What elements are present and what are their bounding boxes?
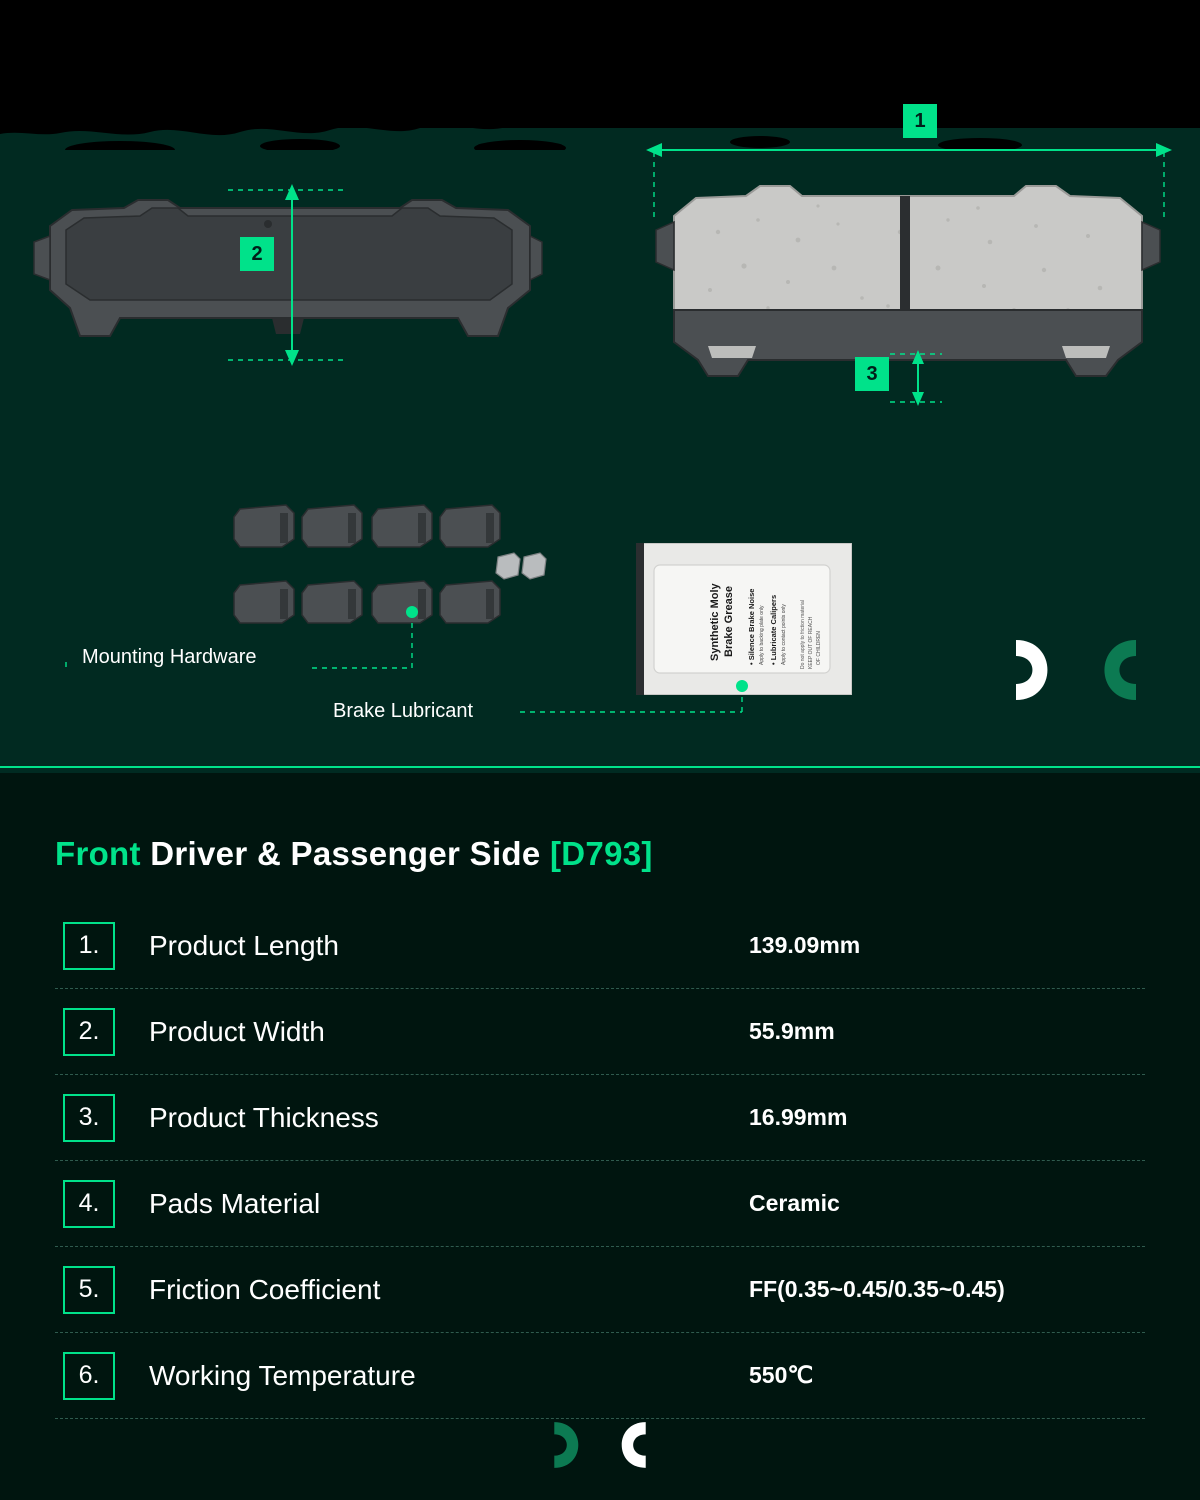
thickness-dimension — [880, 340, 960, 420]
brake-lubricant-leader — [516, 678, 766, 728]
width-dimension — [200, 168, 380, 398]
spec-panel — [0, 773, 1200, 1500]
row-value: FF(0.35~0.45/0.35~0.45) — [749, 1276, 1005, 1302]
accent-divider — [0, 766, 1200, 768]
table-row — [55, 1075, 1145, 1161]
row-value: 550℃ — [749, 1362, 814, 1388]
row-name: Pads Material — [149, 1187, 321, 1219]
svg-text:• Lubricate Calipers: • Lubricate Calipers — [769, 594, 778, 665]
svg-text:Apply to backing plate only: Apply to backing plate only — [759, 605, 765, 665]
row-name: Friction Coefficient — [149, 1273, 381, 1305]
row-name: Product Width — [149, 1015, 325, 1047]
title-main: Driver & Passenger Side — [150, 835, 541, 872]
row-value: 55.9mm — [749, 1018, 835, 1044]
table-row — [55, 1247, 1145, 1333]
mounting-hardware-label: Mounting Hardware — [82, 646, 257, 668]
svg-text:Apply to contact points only: Apply to contact points only — [781, 604, 787, 665]
row-name: Product Length — [149, 929, 339, 961]
svg-text:• Silence Brake Noise: • Silence Brake Noise — [747, 588, 756, 665]
svg-text:Do not apply to friction mater: Do not apply to friction material — [800, 600, 806, 669]
brand-logo-icon — [1012, 628, 1140, 712]
title-prefix: Front — [55, 835, 141, 872]
table-row — [55, 1333, 1145, 1419]
row-number: 3. — [63, 1094, 115, 1142]
table-row — [55, 989, 1145, 1075]
row-number: 5. — [63, 1266, 115, 1314]
table-row — [55, 1161, 1145, 1247]
row-value: Ceramic — [749, 1190, 840, 1216]
row-number: 2. — [63, 1008, 115, 1056]
row-number: 1. — [63, 922, 115, 970]
row-name: Working Temperature — [149, 1359, 416, 1391]
brake-lubricant-label: Brake Lubricant — [333, 700, 474, 722]
callout-badge-thickness: 3 — [855, 357, 889, 391]
title-code: [D793] — [550, 835, 653, 872]
svg-text:KEEP OUT OF REACH: KEEP OUT OF REACH — [808, 616, 814, 669]
svg-text:OF CHILDREN: OF CHILDREN — [816, 631, 822, 665]
brand-logo-footer-icon — [551, 1413, 649, 1477]
row-number: 4. — [63, 1180, 115, 1228]
row-value: 139.09mm — [749, 932, 861, 958]
row-name: Product Thickness — [149, 1101, 379, 1133]
svg-text:Synthetic Moly: Synthetic Moly — [709, 583, 721, 661]
table-row — [55, 903, 1145, 989]
callout-badge-length: 1 — [903, 104, 937, 138]
row-value: 16.99mm — [749, 1104, 848, 1130]
brake-lubricant-packet — [636, 543, 852, 695]
svg-text:Brake Grease: Brake Grease — [723, 586, 735, 657]
spec-table — [55, 903, 1145, 1419]
callout-badge-width: 2 — [240, 237, 274, 271]
row-number: 6. — [63, 1352, 115, 1400]
page-title — [55, 835, 653, 873]
